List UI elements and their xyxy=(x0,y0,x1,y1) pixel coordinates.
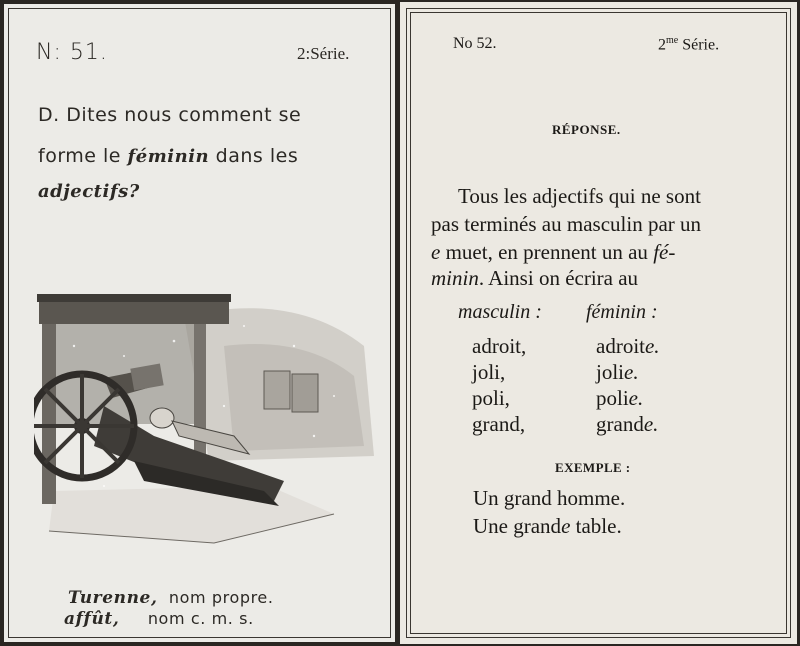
feminin-word: jolie. xyxy=(596,360,639,384)
masculin-word: poli, xyxy=(472,386,510,410)
masculin-word: joli, xyxy=(472,360,506,384)
question-line-3: adjectifs? xyxy=(38,181,140,202)
answer-line-2: pas terminés au masculin par un xyxy=(431,212,702,236)
card-series: 2:Série. xyxy=(297,44,350,63)
feminin-word: grande. xyxy=(596,412,659,436)
answer-heading: RÉPONSE. xyxy=(552,122,621,137)
card-number: N: 51. xyxy=(36,40,108,65)
card-number: No 52. xyxy=(453,35,497,52)
masculin-word: adroit, xyxy=(472,334,527,358)
card-series: $2^{me}$ Série. xyxy=(658,35,720,54)
answer-line-3: e muet, en prennent un au fé- xyxy=(431,240,676,264)
example-heading: EXEMPLE : xyxy=(555,460,631,475)
feminin-word: polie. xyxy=(596,386,644,410)
example-line-1: Un grand homme. xyxy=(473,486,626,510)
cannon-illustration xyxy=(34,286,379,546)
footnote-turenne: Turenne, nom propre. xyxy=(68,588,274,608)
answer-line-4: minin. Ainsi on écrira au xyxy=(431,266,639,290)
example-line-2: Une grande table. xyxy=(473,514,622,538)
column-header-feminin: féminin : xyxy=(586,301,658,323)
answer-line-1: Tous les adjectifs qui ne sont xyxy=(458,184,701,208)
footnote-affut: affût, nom c. m. s. xyxy=(64,609,254,629)
question-card xyxy=(4,4,395,642)
feminin-word: adroite. xyxy=(596,334,660,358)
question-line-2: forme le féminin dans les xyxy=(38,145,299,167)
answer-card xyxy=(400,2,797,644)
column-header-masculin: masculin : xyxy=(458,301,542,323)
masculin-word: grand, xyxy=(472,412,526,436)
question-line-1: D. Dites nous comment se xyxy=(38,104,302,126)
